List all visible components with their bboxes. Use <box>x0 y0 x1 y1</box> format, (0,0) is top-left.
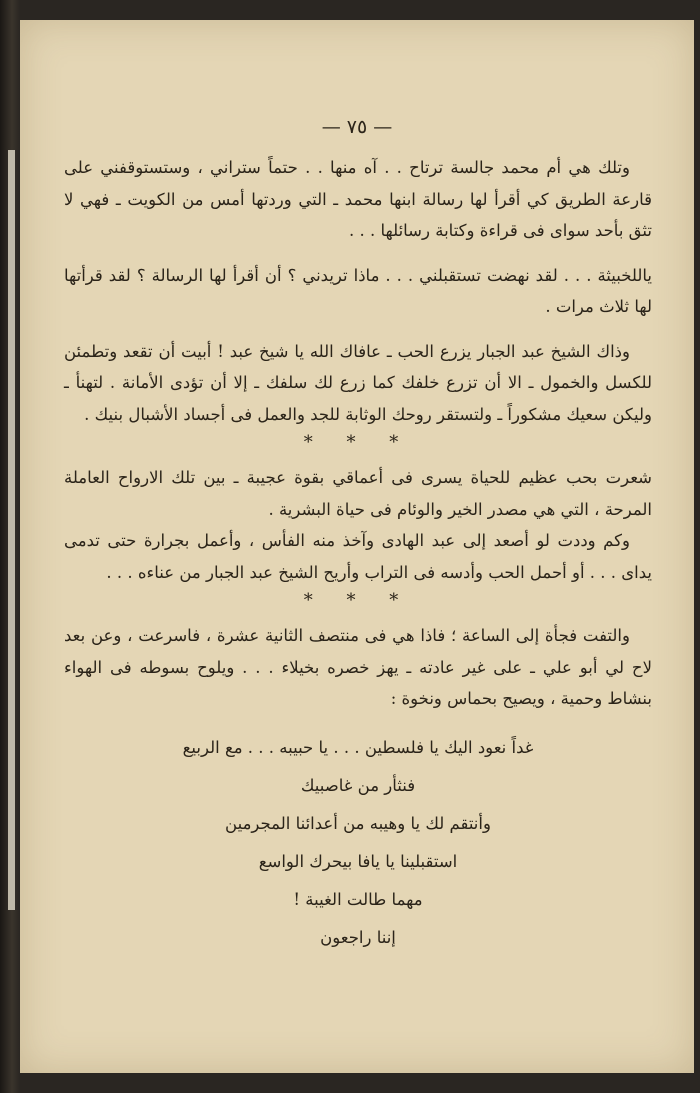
poem-line: مهما طالت الغيبة ! <box>293 889 423 909</box>
paragraph-sheikh-abd-aljabbar: وذاك الشيخ عبد الجبار يزرع الحب ـ عافاك الله يا شيخ عبد ! أبيت أن تقعد وتطمئن للكسل والخمول ـ الا أن تزرع خلفك كما زرع لك سلفك ـ إلا أن تؤدى الأمانة . لتهنأ ـ وليكن سعيك مشكوراً ـ ولتستقر روحك الوثابة للجد والعمل فى أجساد الأشبال بنيك . <box>64 341 652 424</box>
poem-line: غداً نعود اليك يا فلسطين . . . يا حبيبه . . . مع الربيع <box>182 737 534 757</box>
book-page <box>20 20 694 1073</box>
paragraph-umm-muhammad: وتلك هي أم محمد جالسة ترتاح . . آه منها . . حتماً ستراني ، وستستوقفني على قارعة الطريق كي أقرأ لها رسالة ابنها محمد ـ التي وردتها أمس من الكويت ـ فهي لا تثق بأحد سوای فی قراءة وكتابة رسائلها . . . <box>64 158 652 240</box>
poem-line: فنثأر من غاصبيك <box>300 775 416 795</box>
paragraph-abu-ali: والتفت فجأة إلى الساعة ؛ فاذا هي فى منتصف الثانية عشرة ، فاسرعت ، وعن بعد لاح لي أبو علي ـ على غير عادته ـ يهز خصره بخيلاء . . . ويلوح بسوطه فى الهواء بنشاط وحمية ، ويصيح بحماس ونخوة : <box>64 626 652 708</box>
page-number: — ٧٥ — <box>321 116 393 138</box>
section-separator: * * * <box>303 432 413 453</box>
poem-line: وأنتقم لك يا وهيبه من أعدائنا المجرمين <box>225 813 491 833</box>
page-body <box>64 152 652 957</box>
poem <box>64 729 652 957</box>
paragraph-the-axe: وكم وددت لو أصعد إلى عبد الهادى وآخذ منه الفأس ، وأعمل بجرارة حتى تدمى يداى . . . أو أحمل الحب وأدسه فى التراب وأريح الشيخ عبد الجبار من عناءه . . . <box>64 531 652 582</box>
paragraph-khabitha: ياللخبيثة . . . لقد نهضت تستقبلني . . . ماذا تريدني ؟ أن أقرأ لها الرسالة ؟ لقد قرأتها لها ثلاث مرات . <box>64 265 652 316</box>
paragraph-love-of-life: شعرت بحب عظيم للحياة يسرى فى أعماقي بقوة عجيبة ـ بين تلك الارواح العاملة المرحة ، التي هي مصدر الخير والوئام فى حياة البشرية . <box>64 468 652 519</box>
binding-paper-strip <box>8 150 15 910</box>
poem-line: استقبلينا يا يافا بيحرك الواسع <box>258 851 458 871</box>
poem-line: إننا راجعون <box>320 927 396 947</box>
book-binding-edge <box>0 0 20 1093</box>
section-separator: * * * <box>303 590 413 611</box>
